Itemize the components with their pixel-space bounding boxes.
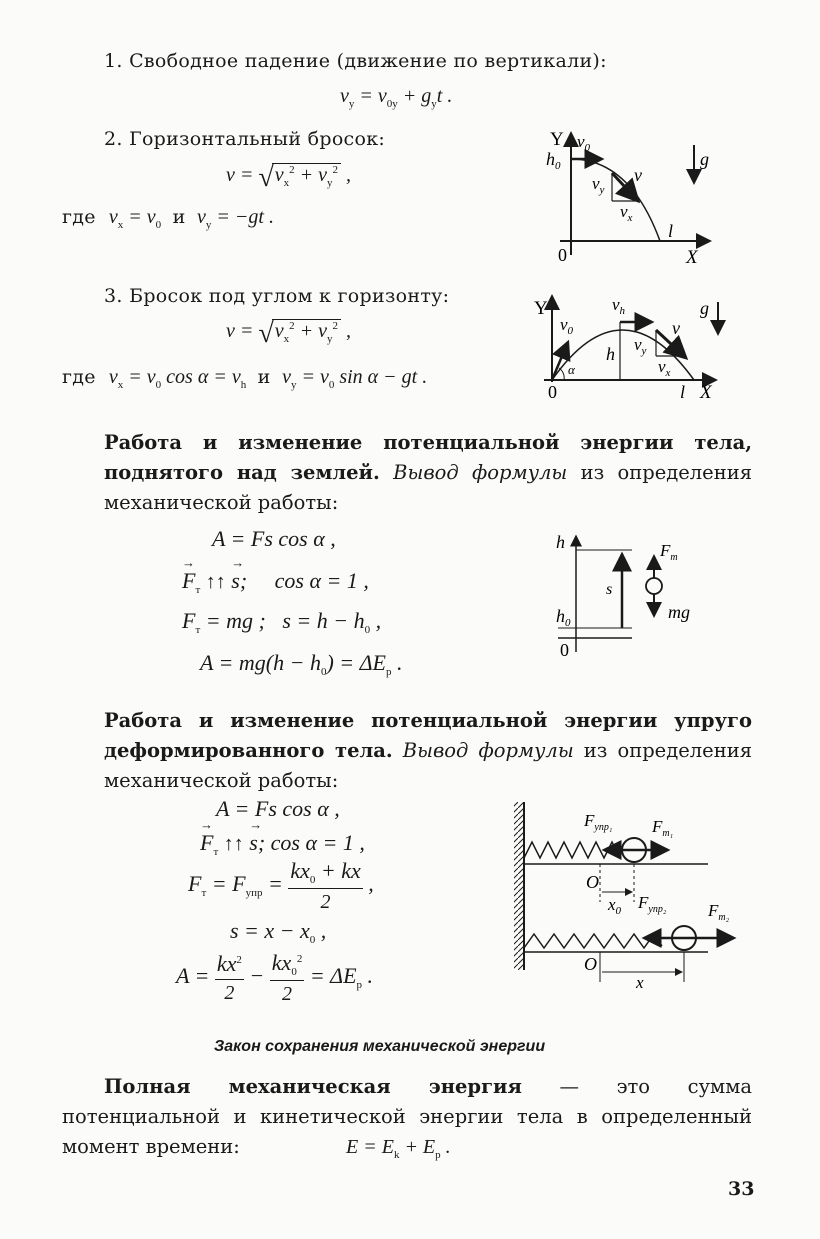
- label-g: g: [700, 149, 709, 169]
- label-v: v: [634, 165, 642, 185]
- label-fupr2: $F_{упр_2}$: [638, 893, 667, 915]
- gravity-work-paragraph: [104, 428, 752, 518]
- label-s: s: [606, 581, 613, 598]
- label-y: Y: [534, 298, 548, 319]
- section3-heading: 3. Бросок под углом к горизонту:: [104, 285, 450, 307]
- angle-where: где $v_x = v_0$ $\cos \alpha = v_h$ и $v_y = v_0$ sin α − gt .: [62, 366, 428, 391]
- label-l: l: [668, 221, 674, 241]
- horizontal-where: где $v_x = v_0$ и $v_y = -gt$ .: [62, 206, 274, 231]
- label-o2: O: [584, 954, 597, 974]
- gravity-diagram: [550, 528, 710, 660]
- label-h0: $h_0$: [546, 149, 561, 172]
- label-alpha: α: [568, 362, 575, 377]
- where-label: где: [62, 206, 96, 228]
- label-v0: $v_0$: [577, 132, 591, 154]
- label-v: v: [672, 318, 680, 338]
- label-x: x: [636, 973, 644, 992]
- gravity-work-rest: из определения механической работы:: [104, 461, 753, 514]
- gravity-eq-1: A = Fs cos α ,: [212, 526, 336, 551]
- v0-arrow: [552, 342, 568, 380]
- elastic-work-paragraph: [104, 706, 752, 796]
- gravity-work-derivation: Вывод формулы: [393, 461, 568, 484]
- label-h0: $h_0$: [556, 606, 571, 629]
- conservation-heading: Закон сохранения механической энергии: [214, 1038, 546, 1055]
- label-fupr1: $F_{упр_1}$: [584, 811, 613, 833]
- label-origin: 0: [558, 245, 567, 265]
- label-x: X: [686, 247, 698, 268]
- spring-2: [524, 934, 662, 948]
- angle-speed-formula: $v = √v_x^2 + v_y^2$ ,: [226, 318, 352, 349]
- elastic-work-derivation: Вывод формулы: [402, 739, 574, 762]
- elastic-eq-1: A = Fs cos α ,: [216, 796, 340, 821]
- elastic-eq-5: A = $\frac{kx^2}{2}$ − $\frac{kx_0^2}{2}$ = $\Delta E_p$ .: [176, 950, 374, 1005]
- horizontal-throw-diagram: [540, 125, 720, 270]
- label-o1: O: [586, 872, 599, 892]
- label-mg: mg: [668, 602, 690, 622]
- label-origin: 0: [548, 382, 557, 402]
- body-circle: [646, 578, 662, 594]
- label-ft: $F_т$: [660, 541, 678, 563]
- label-vy: $v_y$: [592, 174, 605, 196]
- label-ft1: $F_{т_1}$: [652, 817, 674, 839]
- elastic-eq-4: $s = x - x_0$ ,: [230, 918, 327, 946]
- label-vx: $v_x$: [620, 202, 633, 224]
- wall-hatch: [514, 802, 524, 970]
- label-origin: 0: [560, 640, 569, 660]
- conservation-term: Полная механическая энергия: [104, 1075, 522, 1098]
- label-h: h: [556, 532, 565, 552]
- elastic-work-rest: из определения механической работы:: [104, 739, 752, 792]
- angle-throw-diagram: [530, 288, 730, 403]
- gravity-work-title: Работа и изменение потенциальной энергии тела, поднятого над землей.: [104, 431, 752, 484]
- elastic-eq-3: $F_т = F_{упр}$ = $\frac{kx_0 + kx}{2}$ ,: [188, 858, 374, 913]
- label-vx: $v_x$: [658, 357, 671, 379]
- free-fall-formula: $v_y = v_{0y} + g_yt$ .: [340, 85, 453, 110]
- total-energy-formula: $E = E_k + E_p$ .: [346, 1136, 451, 1161]
- gravity-eq-4: $A = mg(h - h_0) = \Delta E_p$ .: [200, 650, 403, 678]
- label-ft2: $F_{т_2}$: [708, 901, 730, 923]
- elastic-eq-2: → $F_т$ ↑↑ → s; cos α = 1 ,: [200, 830, 365, 858]
- horizontal-speed-formula: $v = √v_x^2 + v_y^2$ ,: [226, 162, 352, 193]
- trajectory: [571, 159, 660, 241]
- page-number: 33: [728, 1178, 755, 1200]
- section2-heading: 2. Горизонтальный бросок:: [104, 128, 386, 150]
- gravity-eq-2: → $F_т$ ↑↑ → s; cos α = 1 ,: [182, 568, 369, 596]
- label-h: h: [606, 344, 615, 364]
- elastic-work-title: Работа и изменение потенциальной энергии упруго деформированного тела.: [104, 709, 752, 762]
- where-label: где: [62, 366, 96, 388]
- label-vy: $v_y$: [634, 335, 647, 357]
- label-l: l: [680, 382, 686, 402]
- conservation-rest: — это сумма потенциальной и кинетической энергии тела в определенный момент времени:: [62, 1075, 753, 1158]
- gravity-eq-3: $F_т$ = mg ; $s = h - h_0$ ,: [182, 608, 382, 636]
- spring-diagram: [512, 796, 744, 992]
- label-v0: $v_0$: [560, 315, 574, 337]
- label-vh: $v_h$: [612, 295, 626, 317]
- label-g: g: [700, 298, 709, 318]
- section1-heading: 1. Свободное падение (движение по вертикали):: [104, 50, 607, 72]
- label-y: Y: [550, 129, 564, 150]
- label-x: X: [700, 382, 712, 403]
- label-x0: $x_0$: [608, 895, 622, 917]
